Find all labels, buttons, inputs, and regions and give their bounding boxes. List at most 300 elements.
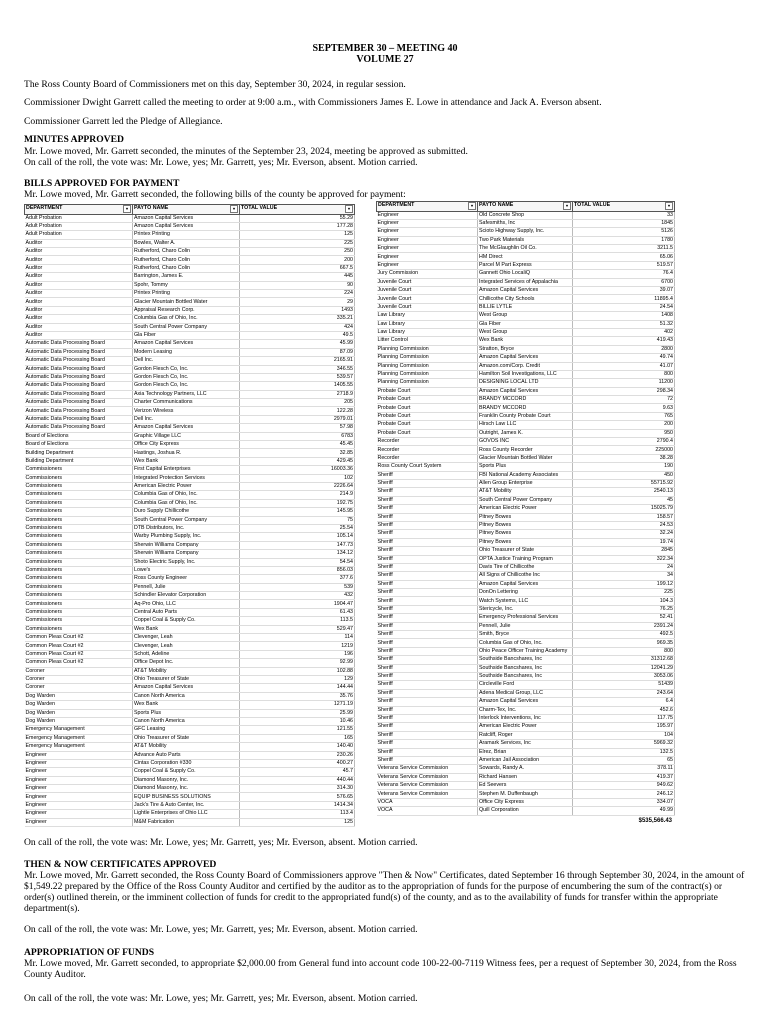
payto-cell: Pitney Bowes <box>478 513 573 521</box>
total-value-cell: 2718.9 <box>240 390 355 398</box>
table-row <box>25 281 355 289</box>
total-value-cell: 75 <box>240 516 355 524</box>
table-row <box>377 270 675 278</box>
table-row <box>25 231 355 239</box>
payto-cell: Gla Fiber <box>133 331 240 339</box>
table-row <box>377 278 675 286</box>
department-cell: Sheriff <box>377 723 478 731</box>
table-row <box>25 625 355 633</box>
department-cell: Planning Commission <box>377 379 478 387</box>
table-row <box>25 457 355 465</box>
department-cell: Sheriff <box>377 614 478 622</box>
department-cell: Auditor <box>25 298 133 306</box>
total-value-cell: 5126 <box>573 228 675 236</box>
department-cell: Emergency Management <box>25 743 133 751</box>
total-value-cell: 32.85 <box>240 449 355 457</box>
payto-cell: Coppel Coal & Supply Co. <box>133 617 240 625</box>
payto-cell: Integrated Protection Services <box>133 474 240 482</box>
payto-cell: Pitney Bowes <box>478 521 573 529</box>
table-row <box>377 261 675 269</box>
payto-cell: Scioto Highway Supply, Inc. <box>478 228 573 236</box>
total-value-cell: 6700 <box>573 278 675 286</box>
table-row <box>377 622 675 630</box>
payto-cell: Canon North America <box>133 692 240 700</box>
payto-cell: Office Depot Inc. <box>133 659 240 667</box>
total-value-cell: 2226.64 <box>240 483 355 491</box>
table-row <box>25 331 355 339</box>
total-value-cell: 140.40 <box>240 743 355 751</box>
payto-cell: Southside Bancshares, Inc <box>478 664 573 672</box>
table-row <box>25 768 355 776</box>
department-cell: Engineer <box>25 801 133 809</box>
appropriation-vote: On call of the roll, the vote was: Mr. Lowe, yes; Mr. Garrett, yes; Mr. Everson, absent. Motion carried. <box>24 993 418 1004</box>
payto-cell: Interlock Interventions, Inc <box>478 714 573 722</box>
department-cell: Law Library <box>377 328 478 336</box>
payto-column-header[interactable]: PAYTO NAME ▾ <box>133 205 240 215</box>
total-value-cell: 24 <box>573 563 675 571</box>
filter-dropdown-icon[interactable]: ▾ <box>665 202 673 210</box>
table-row <box>377 454 675 462</box>
total-value-cell: 9.63 <box>573 404 675 412</box>
payto-cell: Franklin County Probate Court <box>478 412 573 420</box>
department-cell: Sheriff <box>377 572 478 580</box>
department-cell: Sheriff <box>377 622 478 630</box>
then-now-heading: THEN & NOW CERTIFICATES APPROVED <box>24 859 217 870</box>
total-value-cell: 90 <box>240 281 355 289</box>
total-value-cell: 33 <box>573 211 675 219</box>
total-value-cell: 856.03 <box>240 566 355 574</box>
payto-cell: Amazon Capital Services <box>478 354 573 362</box>
table-row <box>25 701 355 709</box>
department-cell: Auditor <box>25 281 133 289</box>
filter-dropdown-icon[interactable]: ▾ <box>563 202 571 210</box>
table-row <box>25 315 355 323</box>
department-cell: Automatic Data Processing Board <box>25 390 133 398</box>
payto-cell: Amazon Capital Services <box>478 387 573 395</box>
department-cell: Veterans Service Commission <box>377 773 478 781</box>
department-cell: Sheriff <box>377 555 478 563</box>
filter-dropdown-icon[interactable]: ▾ <box>123 205 131 213</box>
total-value-cell: 1904.47 <box>240 600 355 608</box>
then-now-motion: Mr. Lowe moved, Mr. Garrett seconded, the Ross County Board of Commissioners approve "Then & Now" Certificates, dated September 16 through September 30, 2024, in the amount of $1,549.22 prepared by the Office of the Ross County Auditor and certified by the auditor as to the appropriation of funds for the purpose of encumbering the sum of the contract(s) or order(s) outlined therein, or the imminent collection of funds for credit to the appropriated fund(s) of the county, and as to the availability of funds for transfer within the appropriate department(s). <box>24 870 745 914</box>
table-row <box>25 273 355 281</box>
filter-dropdown-icon[interactable]: ▾ <box>230 205 238 213</box>
department-cell: Probate Court <box>377 387 478 395</box>
total-value-cell: 92.99 <box>240 659 355 667</box>
department-cell: Commissioners <box>25 541 133 549</box>
total-value-cell: 200 <box>573 421 675 429</box>
total-value-cell: 117.75 <box>573 714 675 722</box>
table-row <box>25 717 355 725</box>
payto-cell: South Central Power Company <box>133 516 240 524</box>
department-cell: Law Library <box>377 312 478 320</box>
payto-cell: Ross County Engineer <box>133 575 240 583</box>
department-column-header[interactable]: DEPARTMENT ▾ <box>25 205 133 215</box>
payto-cell: Jack's Tire & Auto Center, Inc. <box>133 801 240 809</box>
total-value-cell: 1845 <box>573 219 675 227</box>
payto-cell: Ed Seevers <box>478 782 573 790</box>
total-value-cell: 104.3 <box>573 597 675 605</box>
department-cell: Juvenile Court <box>377 278 478 286</box>
payto-cell: Schindler Elevator Corporation <box>133 592 240 600</box>
department-cell: Sheriff <box>377 672 478 680</box>
table-row <box>377 513 675 521</box>
payto-cell: Pitney Bowes <box>478 530 573 538</box>
payto-cell: Wex Bank <box>133 701 240 709</box>
department-column-header[interactable]: DEPARTMENT ▾ <box>377 202 478 212</box>
table-row <box>25 239 355 247</box>
table-row <box>377 505 675 513</box>
total-column-header[interactable]: TOTAL VALUE ▾ <box>240 205 355 215</box>
department-cell: Engineer <box>25 793 133 801</box>
table-header-row <box>377 202 675 212</box>
table-row <box>25 424 355 432</box>
table-row <box>25 466 355 474</box>
total-value-cell: 65 <box>573 756 675 764</box>
department-cell: Commissioners <box>25 516 133 524</box>
department-cell: Engineer <box>377 253 478 261</box>
payto-cell: Amazon Capital Services <box>133 684 240 692</box>
department-cell: Planning Commission <box>377 370 478 378</box>
total-value-cell: 250 <box>240 248 355 256</box>
total-value-cell: 31312.68 <box>573 656 675 664</box>
payto-cell: Sherwin Williams Company <box>133 541 240 549</box>
table-row <box>25 592 355 600</box>
department-cell: Board of Elections <box>25 432 133 440</box>
department-cell: Recorder <box>377 446 478 454</box>
department-cell: Commissioners <box>25 608 133 616</box>
total-value-cell: 765 <box>573 412 675 420</box>
payto-cell: Rutherford, Charo Colin <box>133 256 240 264</box>
total-value-cell: 519.57 <box>573 261 675 269</box>
table-row <box>377 807 675 815</box>
total-value-cell: 19.74 <box>573 538 675 546</box>
department-cell: Commissioners <box>25 575 133 583</box>
table-row <box>25 373 355 381</box>
payto-cell: Parcel M Part Express <box>478 261 573 269</box>
total-value-cell: 65.06 <box>573 253 675 261</box>
department-cell: Commissioners <box>25 474 133 482</box>
payto-cell: The McGlaughlin Oil Co. <box>478 245 573 253</box>
total-value-cell: 1408 <box>573 312 675 320</box>
table-row <box>377 605 675 613</box>
total-value-cell: 335.21 <box>240 315 355 323</box>
table-row <box>25 524 355 532</box>
payto-cell: Wex Bank <box>133 457 240 465</box>
payto-cell: American Jail Association <box>478 756 573 764</box>
department-cell: Sheriff <box>377 597 478 605</box>
total-value-cell: 57.98 <box>240 424 355 432</box>
total-value-cell: 134.12 <box>240 550 355 558</box>
table-row <box>25 499 355 507</box>
payto-cell: Dell Inc. <box>133 357 240 365</box>
filter-dropdown-icon[interactable]: ▾ <box>345 205 353 213</box>
payto-cell: Southside Bancshares, Inc <box>478 656 573 664</box>
payto-cell: Clevenger, Leah <box>133 642 240 650</box>
payto-cell: Two Park Materials <box>478 236 573 244</box>
department-cell: Sheriff <box>377 496 478 504</box>
total-value-cell: 539.57 <box>240 373 355 381</box>
payto-cell: Gordon Flesch Co, Inc. <box>133 382 240 390</box>
total-value-cell: 34 <box>573 572 675 580</box>
department-cell: Sheriff <box>377 605 478 613</box>
department-cell: Veterans Service Commission <box>377 765 478 773</box>
total-value-cell: 11895.4 <box>573 295 675 303</box>
total-value-cell: 102.88 <box>240 667 355 675</box>
payto-cell: Aramark Services, Inc <box>478 740 573 748</box>
total-value-cell: 72 <box>573 396 675 404</box>
department-cell: Engineer <box>377 261 478 269</box>
table-row <box>25 818 355 826</box>
bills-heading: BILLS APPROVED FOR PAYMENT <box>24 178 180 189</box>
department-cell: Commissioners <box>25 600 133 608</box>
department-cell: Common Pleas Court #2 <box>25 650 133 658</box>
department-cell: Dog Warden <box>25 717 133 725</box>
payto-cell: Hamilton Soil Investigations, LLC <box>478 370 573 378</box>
total-value-cell: 32.24 <box>573 530 675 538</box>
table-row <box>377 245 675 253</box>
payto-cell: Spohr, Tommy <box>133 281 240 289</box>
department-cell: Sheriff <box>377 681 478 689</box>
table-row <box>377 253 675 261</box>
total-value-cell: 322.34 <box>573 555 675 563</box>
payto-cell: American Electric Power <box>478 505 573 513</box>
table-row <box>25 617 355 625</box>
total-value-cell: 950 <box>573 429 675 437</box>
table-row <box>25 785 355 793</box>
payto-cell: Diamond Masonry, Inc. <box>133 776 240 784</box>
total-value-cell: 400.27 <box>240 759 355 767</box>
department-cell: Commissioners <box>25 499 133 507</box>
payto-cell: DTB Distributors, Inc. <box>133 524 240 532</box>
total-value-cell: 87.09 <box>240 348 355 356</box>
department-cell: Recorder <box>377 454 478 462</box>
department-cell: Coroner <box>25 684 133 692</box>
payto-cell: DESIGNING LOCAL LTD <box>478 379 573 387</box>
department-cell: Litter Control <box>377 337 478 345</box>
total-value-cell: 113.5 <box>240 617 355 625</box>
payto-cell: Ohio Treasurer of State <box>478 547 573 555</box>
table-row <box>25 533 355 541</box>
department-cell: Sheriff <box>377 530 478 538</box>
department-cell: Dog Warden <box>25 692 133 700</box>
total-value-cell: 246.12 <box>573 790 675 798</box>
payto-cell: Charm-Tex, Inc. <box>478 706 573 714</box>
total-value-cell: 450 <box>573 471 675 479</box>
department-cell: Automatic Data Processing Board <box>25 373 133 381</box>
total-value-cell: 29 <box>240 298 355 306</box>
total-value-cell: 1780 <box>573 236 675 244</box>
table-row <box>377 521 675 529</box>
department-cell: Commissioners <box>25 508 133 516</box>
payto-cell: Clevenger, Leah <box>133 634 240 642</box>
department-cell: Sheriff <box>377 698 478 706</box>
payto-cell: Printex Printing <box>133 231 240 239</box>
payto-cell: BRANDY MCCORD <box>478 404 573 412</box>
total-value-cell: 800 <box>573 647 675 655</box>
payto-cell: All Signs of Chillicothe Inc <box>478 572 573 580</box>
table-row <box>25 558 355 566</box>
payto-cell: Office City Express <box>478 798 573 806</box>
payto-cell: American Electric Power <box>478 723 573 731</box>
table-row <box>25 298 355 306</box>
payto-cell: OPTA Justice Training Program <box>478 555 573 563</box>
department-cell: Sheriff <box>377 521 478 529</box>
total-value-cell: 2790.4 <box>573 438 675 446</box>
total-value-cell: 45.45 <box>240 441 355 449</box>
table-row <box>377 236 675 244</box>
table-row <box>377 530 675 538</box>
table-row <box>25 323 355 331</box>
bills-table-right <box>376 201 675 816</box>
total-value-cell: 298.34 <box>573 387 675 395</box>
table-row <box>377 798 675 806</box>
table-row <box>377 354 675 362</box>
total-value-cell: 6783 <box>240 432 355 440</box>
table-row <box>377 471 675 479</box>
total-value-cell: 190 <box>573 463 675 471</box>
table-row <box>25 222 355 230</box>
payto-cell: Pennell, Julie <box>478 622 573 630</box>
payto-cell: Gla Fiber <box>478 320 573 328</box>
payto-cell: Pennell, Julie <box>133 583 240 591</box>
table-row <box>377 731 675 739</box>
table-row <box>377 547 675 555</box>
department-cell: Adult Probation <box>25 231 133 239</box>
table-row <box>377 664 675 672</box>
table-row <box>377 404 675 412</box>
total-value-cell: 6.4 <box>573 698 675 706</box>
total-value-cell: 15025.79 <box>573 505 675 513</box>
total-value-cell: 419.43 <box>573 337 675 345</box>
table-row <box>377 412 675 420</box>
table-row <box>25 726 355 734</box>
table-row <box>25 684 355 692</box>
payto-cell: Bowles, Walter A. <box>133 239 240 247</box>
department-cell: Commissioners <box>25 491 133 499</box>
department-cell: Auditor <box>25 315 133 323</box>
table-row <box>25 709 355 717</box>
total-value-cell: 5969.32 <box>573 740 675 748</box>
payto-cell: Stratton, Bryce <box>478 345 573 353</box>
total-value-cell: 45.7 <box>240 768 355 776</box>
department-cell: Automatic Data Processing Board <box>25 424 133 432</box>
bills-vote: On call of the roll, the vote was: Mr. Lowe, yes; Mr. Garrett, yes; Mr. Everson, absent. Motion carried. <box>24 837 418 848</box>
table-row <box>25 432 355 440</box>
payto-cell: Office City Express <box>133 441 240 449</box>
department-cell: Adult Probation <box>25 222 133 230</box>
total-value-cell: 2800 <box>573 345 675 353</box>
total-value-cell: 224 <box>240 290 355 298</box>
table-row <box>377 631 675 639</box>
department-cell: Sheriff <box>377 589 478 597</box>
total-value-cell: 346.55 <box>240 365 355 373</box>
table-row <box>25 340 355 348</box>
total-value-cell: 125 <box>240 818 355 826</box>
department-cell: Jury Commission <box>377 270 478 278</box>
payto-cell: Ohio Treasurer of State <box>133 734 240 742</box>
payto-cell: HM Direct <box>478 253 573 261</box>
payto-cell: Sherwin Williams Company <box>133 550 240 558</box>
department-cell: VOCA <box>377 807 478 815</box>
payto-cell: Axia Technology Partners, LLC <box>133 390 240 398</box>
total-value-cell: 25.54 <box>240 524 355 532</box>
table-row <box>25 759 355 767</box>
department-cell: Sheriff <box>377 547 478 555</box>
payto-cell: Richard Hansen <box>478 773 573 781</box>
table-row <box>377 698 675 706</box>
table-row <box>25 516 355 524</box>
payto-cell: BRANDY MCCORD <box>478 396 573 404</box>
payto-cell: Circleville Ford <box>478 681 573 689</box>
table-row <box>25 650 355 658</box>
payto-cell: Duro Supply Chillicothe <box>133 508 240 516</box>
table-row <box>25 449 355 457</box>
payto-cell: AT&T Mobility <box>478 488 573 496</box>
payto-cell: Verizon Wireless <box>133 407 240 415</box>
table-row <box>377 421 675 429</box>
payto-cell: Warby Plumbing Supply, Inc. <box>133 533 240 541</box>
department-cell: Engineer <box>25 751 133 759</box>
payto-column-header[interactable]: PAYTO NAME ▾ <box>478 202 573 212</box>
payto-cell: Adena Medical Group, LLC <box>478 689 573 697</box>
table-row <box>25 399 355 407</box>
department-cell: Commissioners <box>25 617 133 625</box>
table-row <box>25 508 355 516</box>
department-cell: Sheriff <box>377 706 478 714</box>
table-row <box>25 793 355 801</box>
payto-cell: Printex Printing <box>133 290 240 298</box>
payto-cell: Central Auto Parts <box>133 608 240 616</box>
department-cell: Automatic Data Processing Board <box>25 365 133 373</box>
table-row <box>377 689 675 697</box>
table-row <box>377 589 675 597</box>
table-row <box>25 743 355 751</box>
table-row <box>377 597 675 605</box>
payto-cell: Ross County Recorder <box>478 446 573 454</box>
payto-cell: West Group <box>478 312 573 320</box>
department-cell: Sheriff <box>377 731 478 739</box>
payto-cell: Schott, Adeline <box>133 650 240 658</box>
total-value-cell: 132.5 <box>573 748 675 756</box>
department-cell: Commissioners <box>25 483 133 491</box>
table-row <box>25 248 355 256</box>
filter-dropdown-icon[interactable]: ▾ <box>468 202 476 210</box>
total-value-cell: 76.4 <box>573 270 675 278</box>
total-value-cell: 424 <box>240 323 355 331</box>
department-cell: Auditor <box>25 306 133 314</box>
department-cell: Auditor <box>25 239 133 247</box>
total-value-cell: 200 <box>240 256 355 264</box>
total-value-cell: 2391.24 <box>573 622 675 630</box>
department-cell: Auditor <box>25 264 133 272</box>
total-value-cell: 419.37 <box>573 773 675 781</box>
payto-cell: DonOn Lettering <box>478 589 573 597</box>
total-value-cell: 102 <box>240 474 355 482</box>
payto-cell: Charter Communications <box>133 399 240 407</box>
table-row <box>377 438 675 446</box>
department-cell: Commissioners <box>25 550 133 558</box>
table-row <box>377 287 675 295</box>
total-value-cell: 402 <box>573 328 675 336</box>
department-cell: Engineer <box>377 236 478 244</box>
table-row <box>377 647 675 655</box>
total-column-header[interactable]: TOTAL VALUE ▾ <box>573 202 675 212</box>
table-row <box>25 608 355 616</box>
payto-cell: Graphic Village LLC <box>133 432 240 440</box>
table-row <box>377 211 675 219</box>
payto-cell: Quill Corporation <box>478 807 573 815</box>
